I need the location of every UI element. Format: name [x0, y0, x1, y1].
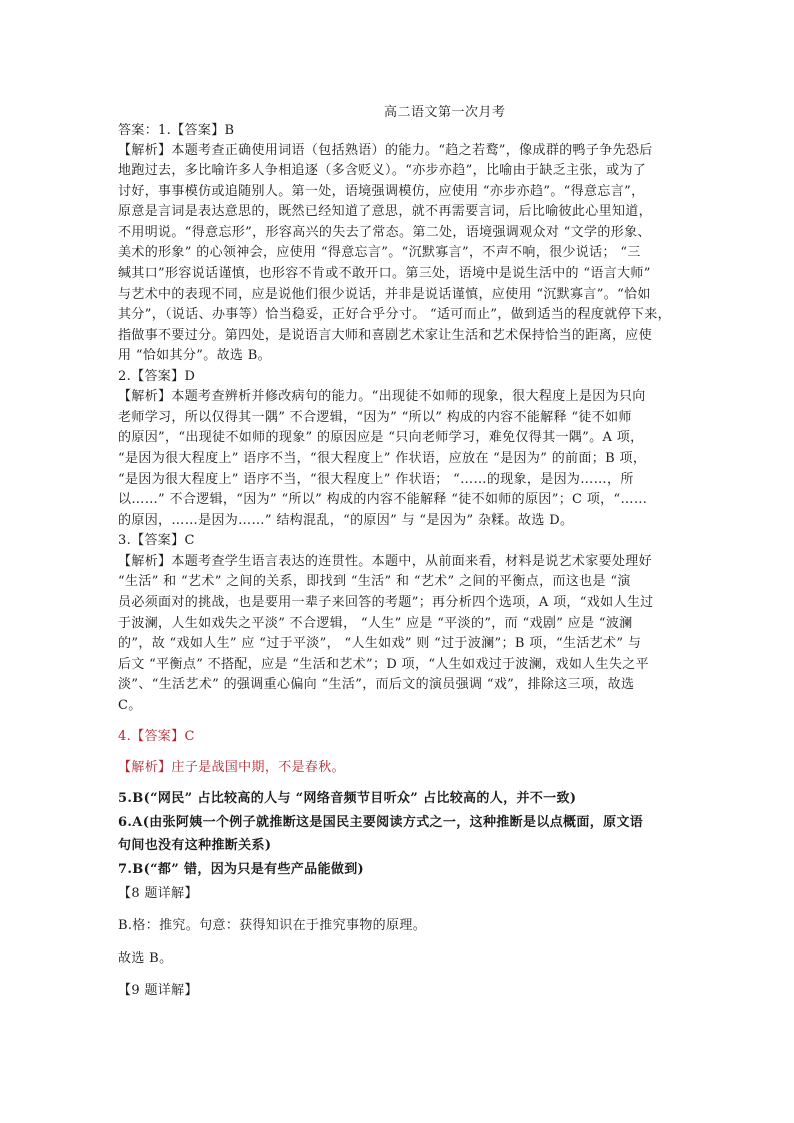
text-line: B.格：推究。句意：获得知识在于推究事物的原理。 — [118, 918, 427, 933]
text-line: 美术的形象” 的心领神会，应使用 “得意忘言”。“沉默寡言”，不声不响，很少说话； “三 — [118, 245, 641, 260]
text-line: 其分”，（说话、办事等）恰当稳妥，正好合乎分寸。 “适可而止”，做到适当的程度就停下来， — [118, 307, 671, 322]
text-line: 讨好，事事模仿或追随别人。第一处，语境强调模仿，应使用 “亦步亦趋”。“得意忘言”， — [118, 184, 645, 199]
text-line: 故选 B。 — [118, 951, 173, 966]
text-line: “生活” 和 “艺术” 之间的关系，即找到 “生活” 和 “艺术” 之间的平衡点，而这也是 “演 — [118, 574, 631, 589]
text-line: 不用明说。“得意忘形”，形容高兴的失去了常态。第二处，语境强调观众对 “文学的形象、 — [118, 225, 651, 240]
text-line: 后文 “平衡点” 不搭配，应是 “生活和艺术”；D 项，“人生如戏过于波澜，戏如人生失之平 — [118, 657, 649, 672]
text-line: 7.B(“都” 错，因为只是有些产品能做到) — [118, 862, 365, 877]
text-line: 以……” 不合逻辑，“因为” “所以” 构成的内容不能解释 “徒不如师的原因”；C 项，“…… — [118, 492, 648, 507]
text-line: “是因为很大程度上” 语序不当，“很大程度上” 作状语； “……的现象，是因为……，所 — [118, 472, 634, 487]
text-line: 3.【答案】C — [118, 533, 195, 548]
text-line: 的”，故 “戏如人生” 应 “过于平淡”， “人生如戏” 则 “过于波澜”；B 项，“生活艺术” 与 — [118, 636, 642, 651]
text-line: 地跑过去，多比喻许多人争相追逐（多含贬义）。“亦步亦趋”，比喻由于缺乏主张，或为了 — [118, 163, 647, 178]
text-line: 【解析】本题考查辨析并修改病句的能力。“出现徒不如师的现象，很大程度上是因为只向 — [118, 389, 646, 404]
text-line: 缄其口”形容说话谨慎，也形容不肯或不敢开口。第三处，语境中是说生活中的 “语言大师” — [118, 266, 651, 281]
text-line: 的原因”，“出现徒不如师的现象” 的原因应是 “只向老师学习，难免仅得其一隅”。A 项， — [118, 430, 644, 445]
text-line: 4.【答案】C — [118, 729, 195, 744]
text-line: 【解析】本题考查正确使用词语（包括熟语）的能力。“趋之若鹜”，像成群的鸭子争先恐后 — [118, 143, 653, 158]
text-line: 的原因，……是因为……” 结构混乱，“的原因” 与 “是因为” 杂糅。故选 D。 — [118, 513, 574, 528]
text-line: 老师学习，所以仅得其一隅” 不合逻辑，“因为” “所以” 构成的内容不能解释 “徒不如师 — [118, 410, 632, 425]
text-line: 答案：1.【答案】B — [118, 123, 235, 138]
text-line: 于波澜，人生如戏失之平淡” 不合逻辑， “人生” 应是 “平淡的”，而 “戏剧” 应是 “波澜 — [118, 616, 633, 631]
text-line: 员必须面对的挑战，也是要用一辈子来回答的考题”；再分析四个选项，A 项，“戏如人生过 — [118, 595, 654, 610]
text-line: 与艺术中的表现不同，应是说他们很少说话，并非是说话谨慎，应使用 “沉默寡言”。“恰如 — [118, 287, 651, 302]
text-line: 5.B(“网民” 占比较高的人与 “网络音频节目听众” 占比较高的人，并不一致) — [118, 791, 577, 806]
text-line: 句间也没有这种推断关系) — [118, 838, 272, 853]
text-line: 用 “恰如其分”。故选 B。 — [118, 348, 272, 363]
text-line: 【解析】本题考查学生语言表达的连贯性。本题中，从前面来看，材料是说艺术家要处理好 — [118, 554, 653, 569]
text-line: C。 — [118, 698, 142, 713]
text-line: 6.A(由张阿姨一个例子就推断这是国民主要阅读方式之一，这种推断是以点概面，原文语 — [118, 815, 644, 830]
text-line: 2.【答案】D — [118, 369, 196, 384]
text-line: 【8 题详解】 — [118, 886, 198, 901]
text-line: 原意是言词是表达意思的，既然已经知道了意思，就不再需要言词，后比喻彼此心里知道， — [118, 204, 653, 219]
document-title: 高二语文第一次月考 — [384, 105, 506, 120]
text-line: “是因为很大程度上” 语序不当，“很大程度上” 作状语，应放在 “是因为” 的前面；B 项， — [118, 451, 647, 466]
text-line: 淡”、“生活艺术” 的强调重心偏向 “生活”，而后文的演员强调 “戏”，排除这三项，故选 — [118, 677, 635, 692]
text-line: 【9 题详解】 — [118, 983, 198, 998]
text-line: 【解析】庄子是战国中期，不是春秋。 — [118, 760, 345, 775]
text-line: 指做事不要过分。第四处，是说语言大师和喜剧艺术家让生活和艺术保持恰当的距离，应使 — [118, 328, 653, 343]
